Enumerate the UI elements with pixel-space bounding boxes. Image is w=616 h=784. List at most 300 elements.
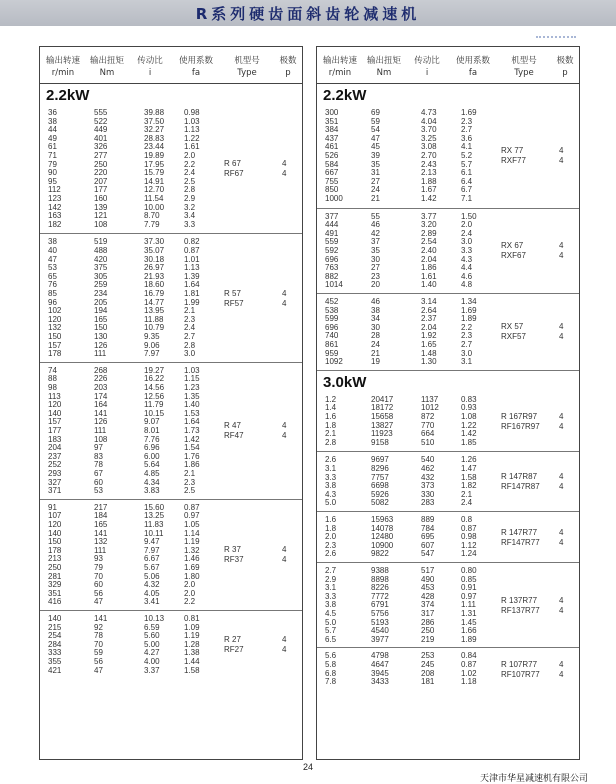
cell-speed: 377 xyxy=(325,211,339,221)
model-type: RF147R77 xyxy=(501,537,540,547)
table-row xyxy=(317,499,579,508)
cell-factor: 4.3 xyxy=(461,254,473,264)
cell-factor: 1.40 xyxy=(184,400,200,410)
cell-ratio: 695 xyxy=(421,532,435,542)
cell-torque: 83 xyxy=(94,451,103,461)
cell-speed: 96 xyxy=(48,297,57,307)
cell-factor: 2.1 xyxy=(461,489,473,499)
table-row xyxy=(317,619,579,628)
pole-count: 4 xyxy=(559,605,564,615)
table-row xyxy=(40,324,302,333)
cell-speed: 5.0 xyxy=(325,498,337,508)
cell-factor: 0.8 xyxy=(461,515,473,524)
cell-torque: 93 xyxy=(94,554,103,564)
cell-torque: 9388 xyxy=(371,566,389,575)
cell-factor: 2.7 xyxy=(461,125,473,135)
cell-torque: 6698 xyxy=(371,481,389,491)
cell-ratio: 9.06 xyxy=(144,340,160,350)
cell-speed: 281 xyxy=(48,571,62,581)
cell-factor: 1.31 xyxy=(461,609,477,618)
cell-torque: 21 xyxy=(371,348,380,358)
cell-ratio: 18.60 xyxy=(144,280,165,290)
cell-torque: 13827 xyxy=(371,420,394,430)
cell-factor: 1.64 xyxy=(184,280,200,290)
cell-factor: 1.14 xyxy=(184,528,200,538)
cell-factor: 1.32 xyxy=(184,545,200,555)
table-row xyxy=(317,221,579,230)
header-speed: 输出转速 xyxy=(322,56,357,66)
table-row xyxy=(40,564,302,573)
table-row xyxy=(317,256,579,265)
cell-torque: 37 xyxy=(371,237,380,247)
cell-speed: 91 xyxy=(48,502,57,512)
cell-torque: 121 xyxy=(94,211,108,221)
pole-count: 4 xyxy=(559,595,564,605)
table-row xyxy=(40,384,302,393)
cell-ratio: 219 xyxy=(421,634,435,644)
table-row xyxy=(317,315,579,324)
cell-speed: 107 xyxy=(48,511,62,521)
cell-speed: 2.8 xyxy=(325,437,337,447)
model-type: R 147R87 xyxy=(501,472,538,482)
cell-speed: 371 xyxy=(48,486,62,496)
cell-speed: 526 xyxy=(325,151,339,160)
cell-factor: 1.28 xyxy=(184,639,200,649)
cell-speed: 850 xyxy=(325,185,339,195)
cell-speed: 113 xyxy=(48,391,61,401)
cell-speed: 132 xyxy=(48,323,62,333)
cell-speed: 182 xyxy=(48,219,62,229)
cell-ratio: 19.27 xyxy=(144,365,165,375)
table-row xyxy=(40,410,302,419)
cell-ratio: 517 xyxy=(421,566,435,575)
cell-factor: 2.0 xyxy=(184,588,196,598)
header-model-unit: Type xyxy=(514,68,534,78)
table-row xyxy=(317,358,579,367)
cell-factor: 1.64 xyxy=(184,417,200,427)
cell-factor: 0.81 xyxy=(184,614,200,623)
power-label: 2.2kW xyxy=(323,87,367,104)
cell-torque: 126 xyxy=(94,340,108,350)
cell-ratio: 330 xyxy=(421,489,435,499)
cell-speed: 355 xyxy=(48,657,62,666)
pole-count: 4 xyxy=(282,545,287,555)
cell-ratio: 2.13 xyxy=(421,168,437,178)
cell-ratio: 3.70 xyxy=(421,125,437,135)
cell-ratio: 26.97 xyxy=(144,263,165,273)
cell-speed: 2.3 xyxy=(325,540,337,550)
cell-factor: 2.9 xyxy=(184,194,196,203)
cell-torque: 46 xyxy=(371,297,380,306)
cell-factor: 1.82 xyxy=(461,481,477,491)
cell-ratio: 2.04 xyxy=(421,254,437,264)
cell-speed: 215 xyxy=(48,622,62,632)
model-group xyxy=(40,233,302,362)
cell-torque: 7772 xyxy=(371,591,389,601)
cell-factor: 1.61 xyxy=(184,142,200,152)
cell-ratio: 607 xyxy=(421,540,435,550)
pole-count: 4 xyxy=(559,482,564,492)
table-row xyxy=(317,636,579,645)
cell-speed: 47 xyxy=(48,254,57,264)
cell-ratio: 4.00 xyxy=(144,657,160,666)
cell-factor: 1.85 xyxy=(461,437,477,447)
table-row xyxy=(317,238,579,247)
cell-factor: 1.08 xyxy=(461,411,477,421)
cell-factor: 2.4 xyxy=(461,228,473,238)
cell-factor: 1.13 xyxy=(184,125,200,135)
pole-count: 4 xyxy=(282,555,287,565)
cell-ratio: 510 xyxy=(421,437,435,447)
table-row xyxy=(317,661,579,670)
cell-torque: 15963 xyxy=(371,515,394,524)
cell-speed: 1000 xyxy=(325,194,343,203)
table-row xyxy=(317,584,579,593)
cell-factor: 0.87 xyxy=(461,659,477,669)
cell-speed: 74 xyxy=(48,365,57,375)
cell-speed: 79 xyxy=(48,159,57,169)
model-group xyxy=(40,610,302,679)
table-row xyxy=(40,169,302,178)
cell-factor: 1.01 xyxy=(184,254,200,264)
cell-speed: 452 xyxy=(325,297,339,306)
cell-torque: 194 xyxy=(94,306,108,316)
cell-speed: 65 xyxy=(48,271,57,281)
model-type: R 107R77 xyxy=(501,659,538,669)
cell-speed: 384 xyxy=(325,125,339,135)
cell-speed: 254 xyxy=(48,631,62,641)
table-row xyxy=(317,118,579,127)
cell-torque: 111 xyxy=(94,349,107,359)
table-row xyxy=(317,298,579,307)
cell-torque: 9158 xyxy=(371,437,389,447)
cell-factor: 6.7 xyxy=(461,185,473,195)
pole-count: 4 xyxy=(282,298,287,308)
cell-torque: 53 xyxy=(94,486,103,496)
cell-torque: 3945 xyxy=(371,668,389,678)
cell-factor: 1.42 xyxy=(184,434,200,444)
cell-factor: 1.86 xyxy=(184,460,200,470)
cell-factor: 1.19 xyxy=(184,537,200,547)
cell-ratio: 4.73 xyxy=(421,108,437,117)
cell-ratio: 889 xyxy=(421,515,435,524)
cell-torque: 5082 xyxy=(371,498,389,508)
cell-factor: 2.3 xyxy=(461,116,473,126)
cell-torque: 60 xyxy=(94,580,103,590)
cell-factor: 3.0 xyxy=(461,237,473,247)
table-row xyxy=(317,152,579,161)
table-row xyxy=(40,504,302,513)
table-row xyxy=(317,439,579,448)
table-row xyxy=(40,316,302,325)
company-name: 天津市华星减速机有限公司 xyxy=(479,774,588,784)
cell-torque: 5193 xyxy=(371,617,389,627)
cell-torque: 420 xyxy=(94,254,108,264)
header-pole: 极数 xyxy=(556,56,574,66)
cell-ratio: 3.14 xyxy=(421,297,437,306)
cell-speed: 53 xyxy=(48,263,57,273)
cell-speed: 3.1 xyxy=(325,463,337,473)
cell-ratio: 1.30 xyxy=(421,357,437,367)
table-row xyxy=(317,491,579,500)
cell-ratio: 317 xyxy=(421,609,435,618)
cell-torque: 141 xyxy=(94,614,108,623)
cell-speed: 150 xyxy=(48,331,62,341)
cell-speed: 177 xyxy=(48,425,62,435)
cell-speed: 123 xyxy=(48,194,62,203)
cell-factor: 4.8 xyxy=(461,280,473,290)
cell-torque: 20417 xyxy=(371,394,394,404)
cell-factor: 1.39 xyxy=(184,271,200,281)
cell-factor: 1.19 xyxy=(184,631,200,641)
header-torque: 输出扭矩 xyxy=(366,56,401,66)
table-header xyxy=(317,47,579,84)
cell-ratio: 373 xyxy=(421,481,435,491)
cell-speed: 4.3 xyxy=(325,489,337,499)
table-row xyxy=(40,512,302,521)
cell-factor: 2.2 xyxy=(184,159,196,169)
header-ratio-unit: i xyxy=(148,68,152,78)
cell-torque: 132 xyxy=(94,537,108,547)
cell-ratio: 2.40 xyxy=(421,245,437,255)
cell-factor: 0.87 xyxy=(184,245,200,255)
model-type: R 37 xyxy=(224,545,241,555)
cell-ratio: 1012 xyxy=(421,403,439,413)
cell-ratio: 23.44 xyxy=(144,142,165,152)
cell-factor: 1.13 xyxy=(184,263,200,273)
cell-torque: 12480 xyxy=(371,532,394,542)
header-factor: 使用系数 xyxy=(455,56,490,66)
cell-speed: 157 xyxy=(48,340,62,350)
model-type: RXF57 xyxy=(501,332,526,342)
cell-ratio: 7.97 xyxy=(144,545,160,555)
cell-speed: 98 xyxy=(48,382,57,392)
cell-factor: 1.09 xyxy=(184,622,200,632)
cell-ratio: 11.79 xyxy=(144,400,164,410)
cell-ratio: 11.83 xyxy=(144,519,164,529)
cell-ratio: 17.95 xyxy=(144,159,165,169)
cell-ratio: 11.54 xyxy=(144,194,164,203)
cell-factor: 1.11 xyxy=(461,600,476,610)
cell-torque: 78 xyxy=(94,460,103,470)
cell-torque: 47 xyxy=(94,597,103,607)
cell-factor: 6.4 xyxy=(461,176,473,186)
cell-factor: 1.03 xyxy=(184,116,200,126)
cell-torque: 56 xyxy=(94,657,103,666)
cell-torque: 277 xyxy=(94,151,108,160)
cell-speed: 213 xyxy=(48,554,62,564)
cell-speed: 437 xyxy=(325,133,339,143)
cell-torque: 39 xyxy=(371,151,380,160)
cell-factor: 4.6 xyxy=(461,271,473,281)
cell-speed: 351 xyxy=(48,588,62,598)
cell-torque: 8226 xyxy=(371,583,389,593)
table-row xyxy=(317,324,579,333)
cell-factor: 2.0 xyxy=(184,151,196,160)
cell-torque: 69 xyxy=(371,108,380,117)
pole-count: 4 xyxy=(559,156,564,166)
cell-speed: 284 xyxy=(48,639,62,649)
cell-ratio: 490 xyxy=(421,574,435,584)
model-type: R 67 xyxy=(224,159,241,169)
pole-count: 4 xyxy=(559,421,564,431)
table-row xyxy=(40,238,302,247)
cell-torque: 268 xyxy=(94,365,108,375)
model-type: RF57 xyxy=(224,298,244,308)
cell-torque: 10900 xyxy=(371,540,394,550)
cell-speed: 95 xyxy=(48,176,57,186)
cell-ratio: 2.04 xyxy=(421,322,437,332)
cell-ratio: 784 xyxy=(421,523,435,533)
model-group xyxy=(317,208,579,294)
cell-factor: 1.05 xyxy=(184,519,200,529)
table-row xyxy=(40,333,302,342)
cell-factor: 2.7 xyxy=(461,340,473,349)
cell-speed: 112 xyxy=(48,185,61,195)
cell-factor: 0.84 xyxy=(461,651,477,661)
cell-ratio: 540 xyxy=(421,455,435,465)
cell-factor: 4.4 xyxy=(461,263,473,273)
cell-torque: 9697 xyxy=(371,455,389,465)
cell-speed: 293 xyxy=(48,468,62,478)
table-row xyxy=(40,135,302,144)
table-row xyxy=(317,135,579,144)
pole-count: 4 xyxy=(282,645,287,655)
cell-speed: 250 xyxy=(48,562,62,572)
cell-torque: 8296 xyxy=(371,463,389,473)
page-number: 24 xyxy=(302,762,313,772)
cell-factor: 1.23 xyxy=(184,382,200,392)
cell-ratio: 10.79 xyxy=(144,323,165,333)
cell-factor: 2.8 xyxy=(184,340,196,350)
cell-torque: 30 xyxy=(371,254,380,264)
cell-speed: 333 xyxy=(48,648,62,658)
cell-speed: 444 xyxy=(325,220,339,230)
table-row xyxy=(40,521,302,530)
header-torque-unit: Nm xyxy=(99,68,115,78)
model-type: RX 57 xyxy=(501,322,524,332)
cell-speed: 49 xyxy=(48,133,57,143)
cell-factor: 0.98 xyxy=(184,108,200,117)
pole-count: 4 xyxy=(559,659,564,669)
cell-ratio: 286 xyxy=(421,617,435,627)
cell-ratio: 1.65 xyxy=(421,340,437,349)
cell-factor: 0.97 xyxy=(184,511,200,521)
cell-ratio: 4.32 xyxy=(144,580,160,590)
cell-speed: 120 xyxy=(48,519,62,529)
cell-factor: 5.2 xyxy=(461,151,473,160)
cell-factor: 1.99 xyxy=(184,297,200,307)
cell-speed: 3.3 xyxy=(325,591,337,601)
header-speed-unit: r/min xyxy=(328,68,352,78)
table-row xyxy=(317,195,579,204)
cell-torque: 207 xyxy=(94,176,108,186)
table-row xyxy=(40,581,302,590)
table-row xyxy=(40,590,302,599)
cell-speed: 416 xyxy=(48,597,62,607)
cell-torque: 141 xyxy=(94,528,108,538)
table-row xyxy=(40,290,302,299)
cell-speed: 327 xyxy=(48,477,62,487)
cell-speed: 351 xyxy=(325,116,339,126)
cell-speed: 36 xyxy=(48,108,57,117)
cell-torque: 488 xyxy=(94,245,108,255)
cell-factor: 1.69 xyxy=(461,305,477,315)
cell-ratio: 4.05 xyxy=(144,588,160,598)
cell-ratio: 1.92 xyxy=(421,331,437,341)
cell-ratio: 1.86 xyxy=(421,263,437,273)
cell-ratio: 453 xyxy=(421,583,435,593)
cell-speed: 538 xyxy=(325,305,339,315)
table-row xyxy=(40,573,302,582)
cell-factor: 3.4 xyxy=(184,211,196,221)
table-row xyxy=(317,264,579,273)
table-row xyxy=(40,273,302,282)
cell-speed: 142 xyxy=(48,202,62,212)
cell-factor: 0.91 xyxy=(461,583,477,593)
cell-factor: 2.0 xyxy=(184,580,196,590)
cell-factor: 1.46 xyxy=(184,554,200,564)
cell-speed: 252 xyxy=(48,460,62,470)
cell-factor: 2.4 xyxy=(184,168,196,178)
cell-factor: 2.3 xyxy=(184,314,196,324)
cell-torque: 217 xyxy=(94,502,108,512)
cell-factor: 1.50 xyxy=(461,211,477,221)
cell-ratio: 770 xyxy=(421,420,435,430)
cell-ratio: 181 xyxy=(421,677,435,687)
section-divider xyxy=(317,370,579,371)
cell-speed: 5.6 xyxy=(325,651,337,661)
cell-ratio: 28.83 xyxy=(144,133,165,143)
cell-ratio: 1.67 xyxy=(421,185,437,195)
model-group xyxy=(40,362,302,500)
cell-factor: 0.87 xyxy=(461,523,477,533)
table-row xyxy=(40,256,302,265)
cell-factor: 1.53 xyxy=(184,408,200,418)
table-row xyxy=(40,632,302,641)
table-row xyxy=(317,456,579,465)
cell-factor: 1.54 xyxy=(184,443,200,453)
cell-factor: 1.34 xyxy=(461,297,477,306)
table-row xyxy=(40,667,302,676)
model-group xyxy=(317,562,579,648)
cell-ratio: 2.89 xyxy=(421,228,437,238)
cell-speed: 959 xyxy=(325,348,339,358)
table-row xyxy=(40,418,302,427)
cell-factor: 2.1 xyxy=(184,468,196,478)
pole-count: 4 xyxy=(282,169,287,179)
model-group xyxy=(317,451,579,512)
cell-ratio: 3.77 xyxy=(421,211,437,221)
cell-speed: 85 xyxy=(48,288,57,298)
cell-torque: 56 xyxy=(94,588,103,598)
cell-torque: 27 xyxy=(371,263,380,273)
cell-speed: 1.2 xyxy=(325,394,337,404)
cell-ratio: 10.15 xyxy=(144,408,165,418)
cell-ratio: 12.56 xyxy=(144,391,165,401)
cell-speed: 140 xyxy=(48,528,62,538)
table-row xyxy=(40,195,302,204)
pole-count: 4 xyxy=(282,159,287,169)
cell-factor: 1.22 xyxy=(184,133,200,143)
cell-speed: 3.3 xyxy=(325,472,337,482)
cell-factor: 2.3 xyxy=(184,477,196,487)
cell-torque: 70 xyxy=(94,571,103,581)
cell-speed: 204 xyxy=(48,443,62,453)
cell-ratio: 21.93 xyxy=(144,271,165,281)
pole-count: 4 xyxy=(559,669,564,679)
cell-torque: 164 xyxy=(94,400,108,410)
